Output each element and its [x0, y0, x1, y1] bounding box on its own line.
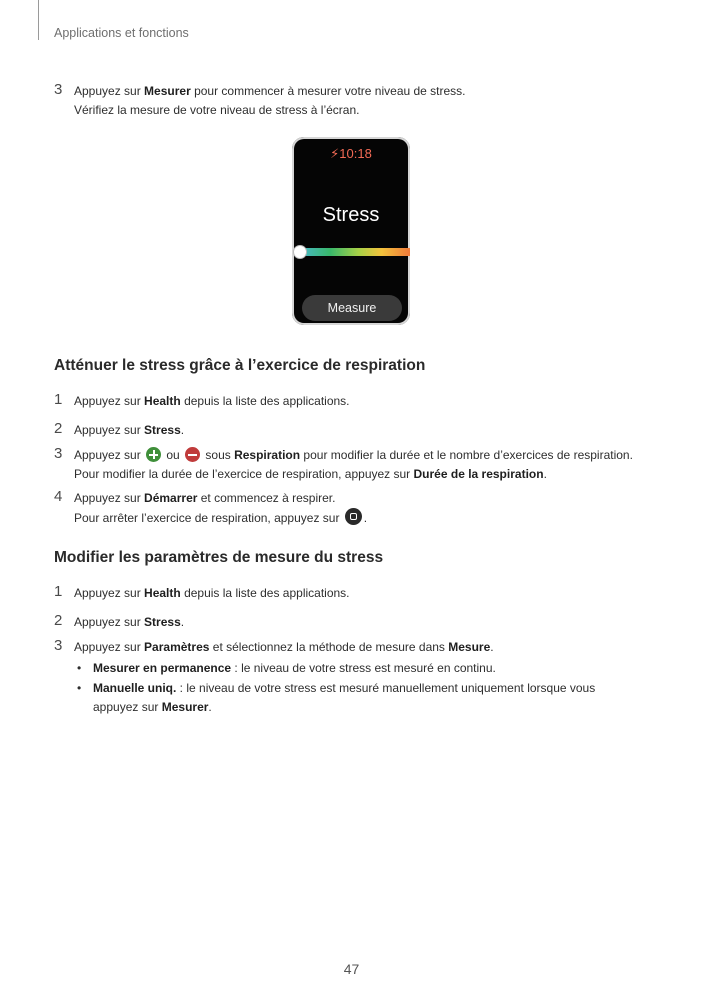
- intro-step: 3 Appuyez sur Mesurer pour commencer à mesurer votre niveau de stress. Vérifiez la mesure de votre niveau de stress à l’écran.: [54, 81, 466, 117]
- section-title-breathing: Atténuer le stress grâce à l’exercice de respiration: [54, 357, 426, 374]
- stress-level-indicator: [293, 245, 307, 259]
- list-item: 1 Appuyez sur Health depuis la liste des applications.: [54, 583, 350, 600]
- list-item: 4 Appuyez sur Démarrer et commencez à respirer. Pour arrêter l’exercice de respiration, appuyez sur .: [54, 488, 368, 525]
- step-number: 3: [54, 81, 63, 98]
- stop-icon: [345, 508, 362, 525]
- section-title-settings: Modifier les paramètres de mesure du stress: [54, 549, 384, 566]
- measure-button[interactable]: Measure: [302, 295, 402, 321]
- page-number: 47: [343, 961, 360, 977]
- list-item: 3 Appuyez sur ou sous Respiration pour modifier la durée et le nombre d’exercices de respiration. Pour modifier la durée de l’exercice de respiration, appuyez sur Durée de la respiration.: [54, 445, 633, 481]
- list-item: 1 Appuyez sur Health depuis la liste des applications.: [54, 391, 350, 408]
- plus-icon: [146, 447, 161, 462]
- watch-time: ⚡10:18: [330, 146, 372, 161]
- header-divider: [38, 0, 39, 40]
- watch-screen: [292, 137, 410, 325]
- watch-title: Stress: [322, 204, 380, 226]
- charging-bolt-icon: ⚡: [330, 146, 340, 161]
- minus-icon: [185, 447, 200, 462]
- list-item: 2 Appuyez sur Stress.: [54, 420, 185, 437]
- list-item: 3 Appuyez sur Paramètres et sélectionnez la méthode de mesure dans Mesure.: [54, 637, 494, 654]
- stress-level-bar: [296, 248, 410, 256]
- page-header: Applications et fonctions: [54, 26, 189, 40]
- bullet-item: • Manuelle uniq. : le niveau de votre stress est mesuré manuellement uniquement lorsque vous appuyez sur Mesurer.: [77, 681, 596, 714]
- mesurer-label: Mesurer: [144, 84, 191, 98]
- bullet-item: • Mesurer en permanence : le niveau de votre stress est mesuré en continu.: [77, 661, 496, 675]
- list-item: 2 Appuyez sur Stress.: [54, 612, 185, 629]
